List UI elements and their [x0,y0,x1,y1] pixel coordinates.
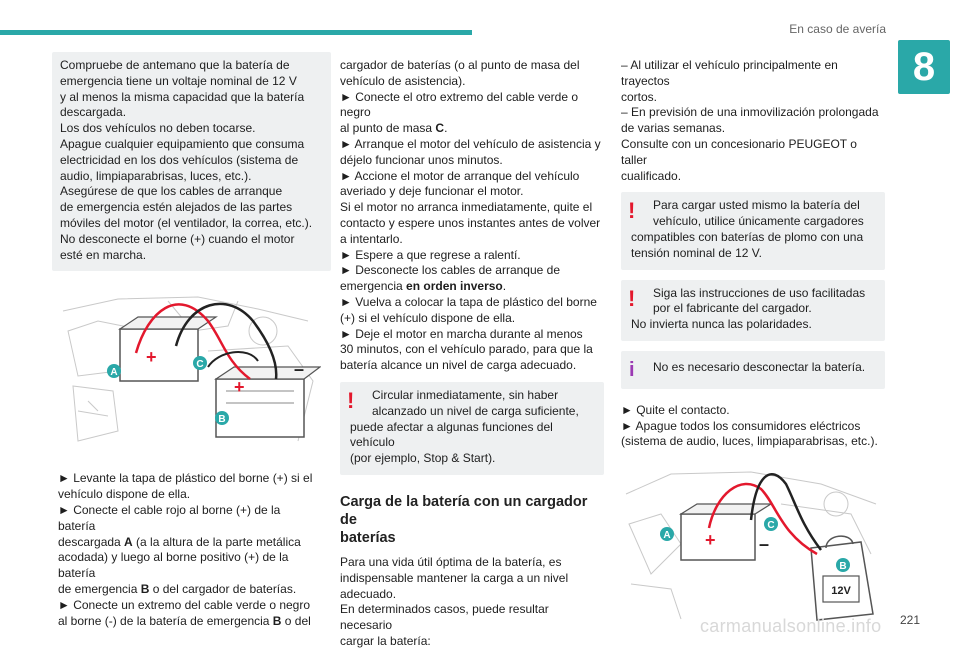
warning-line: Circular inmediatamente, sin haber [372,387,559,402]
text-line: cargar la batería: [340,633,431,648]
text-line: Consulte con un concesionario PEUGEOT o taller [621,136,857,167]
section-heading: Carga de la batería con un cargador de baterías [340,493,588,546]
precaution-line: emergencia tiene un voltaje nominal de 12 V [60,73,297,88]
label-c: C [196,359,204,371]
info-icon: i [629,358,635,381]
warning-box-polarity [621,280,885,341]
chapter-number-badge: 8 [898,40,950,94]
precaution-line: descargada. [60,105,127,120]
steps-block [58,471,321,629]
warning-line: alcanzado un nivel de carga suficiente, [372,403,579,418]
column-3 [621,58,885,624]
text-line: – Al utilizar el vehículo principalmente en trayectos [621,58,838,88]
voltage-label: 12V [831,585,851,598]
text-line: ► Accione el motor de arranque del vehículo [340,168,580,183]
ref-c: C [435,121,445,136]
precaution-line: y al menos la misma capacidad que la batería [60,89,305,104]
column-2 [340,58,604,650]
text-line: cargador de baterías (o al punto de masa del [340,58,580,72]
page-number: 221 [900,613,921,627]
text-line: ► Espere a que regrese a ralentí. [340,247,521,262]
precaution-line: No desconecte el borne (+) cuando el motor [60,231,295,246]
watermark: carmanualsonline.info [700,616,882,636]
text-line: averiado y deje funcionar el motor. [340,184,524,199]
column-1 [58,52,321,629]
label-a: A [110,367,118,379]
warning-box-stop-start [340,382,604,475]
warning-icon: ! [347,387,355,413]
charger-drawing [621,464,885,624]
text-line: déjelo funcionar unos minutos. [340,152,503,167]
warning-line: compatibles con baterías de plomo con una [631,229,864,244]
text-line: (+) si el vehículo dispone de ella. [340,310,516,325]
minus-sign: – [759,534,770,555]
step-line: ► Conecte un extremo del cable verde o negro [58,597,311,612]
warning-line: puede afectar a algunas funciones del vehículo [350,419,553,450]
warning-line: Para cargar usted mismo la batería del [653,198,860,213]
text-line: ► Deje el motor en marcha durante al menos [340,326,583,341]
precaution-line: electricidad en los dos vehículos (sistema de [60,152,299,167]
precaution-line: móviles del motor (el ventilador, la correa, etc.). [60,215,313,230]
text-line: En determinados casos, puede resultar necesario [340,602,549,633]
warning-icon: ! [628,198,636,224]
text-line: vehículo de asistencia). [340,73,466,88]
text-line: batería alcance un nivel de carga adecuado. [340,358,577,373]
precaution-line: Los dos vehículos no deben tocarse. [60,121,256,136]
precaution-line: esté en marcha. [60,247,147,262]
text-line: cortos. [621,89,658,104]
minus-sign: – [294,359,305,380]
warning-line: tensión nominal de 12 V. [631,245,762,260]
discharged-battery [120,317,216,381]
step-line: al borne (-) de la batería de emergencia B o del [58,613,311,628]
precaution-line: Asegúrese de que los cables de arranque [60,184,283,199]
text-line: – En previsión de una inmovilización prolongada [621,105,879,120]
precaution-line: Compruebe de antemano que la batería de [60,58,290,72]
warning-line: (por ejemplo, Stop & Start). [350,451,496,466]
emergency-battery [216,367,320,437]
warning-line: vehículo, utilice únicamente cargadores [653,214,864,229]
text-line: ► Vuelva a colocar la tapa de plástico del borne [340,294,597,309]
header-accent-bar [0,30,472,35]
info-line: No es necesario desconectar la batería. [653,359,866,374]
precaution-line: Apague cualquier equipamiento que consuma [60,136,305,151]
text-line: contacto y espere unos instantes antes de volver [340,215,601,230]
charging-steps [621,403,885,450]
text-line: indispensable mantener la carga a un nivel [340,570,569,585]
step-line: descargada A (a la altura de la parte metálica [58,534,301,549]
reverse-order-emphasis: en orden inverso [406,279,503,294]
label-a: A [663,530,671,542]
ref-b: B [140,581,150,596]
text-line: Si el motor no arranca inmediatamente, quite el [340,200,593,215]
step-line: ► Apague todos los consumidores eléctricos [621,418,861,433]
engine-bay-drawing [58,291,321,451]
warning-box-chargers [621,192,885,269]
step-line: ► Levante la tapa de plástico del borne (+) si el [58,471,313,486]
ref-b: B [272,613,282,628]
text-line: Para una vida útil óptima de la batería, es [340,554,562,569]
text-line: cualificado. [621,168,682,183]
text-line: ► Desconecte los cables de arranque de [340,263,561,278]
precaution-box [52,52,331,271]
step-line: de emergencia B o del cargador de baterías. [58,581,297,596]
step-line: ► Quite el contacto. [621,402,730,417]
precaution-line: de emergencia estén alejados de las partes [60,200,293,215]
precaution-line: audio, limpiaparabrisas, luces, etc.). [60,168,252,183]
text-line: ► Arranque el motor del vehículo de asistencia y [340,136,601,151]
jump-start-illustration [58,291,321,451]
text-line: al punto de masa C. [340,121,448,136]
ref-a: A [124,534,133,549]
warning-line: Siga las instrucciones de uso facilitadas [653,285,866,300]
text-line: de varias semanas. [621,121,726,136]
text-line: a intentarlo. [340,231,403,246]
warning-line: No invierta nunca las polaridades. [631,317,812,332]
label-b: B [218,414,226,426]
text-line: emergencia en orden inverso. [340,279,507,294]
warning-icon: ! [628,285,636,311]
vehicle-battery [681,504,771,560]
plus-sign-discharged: + [146,347,157,368]
step-line: vehículo dispone de ella. [58,487,191,502]
warning-line: por el fabricante del cargador. [653,301,812,316]
label-c: C [767,520,775,532]
plus-sign-emergency: + [234,377,245,398]
charging-intro [340,555,604,650]
plus-sign: + [705,530,716,551]
info-box [621,351,885,389]
section-title: En caso de avería [789,22,886,36]
step-line: (sistema de audio, luces, limpiaparabrisas, etc.). [621,434,878,449]
text-line: ► Conecte el otro extremo del cable verde o negro [340,89,579,120]
step-line: ► Conecte el cable rojo al borne (+) de la batería [58,502,281,533]
label-b: B [839,561,847,573]
text-line: 30 minutos, con el vehículo parado, para que la [340,342,593,357]
step-line: acodada) y luego al borne positivo (+) de la batería [58,550,289,581]
text-line: adecuado. [340,586,397,601]
charger-illustration [621,464,885,624]
